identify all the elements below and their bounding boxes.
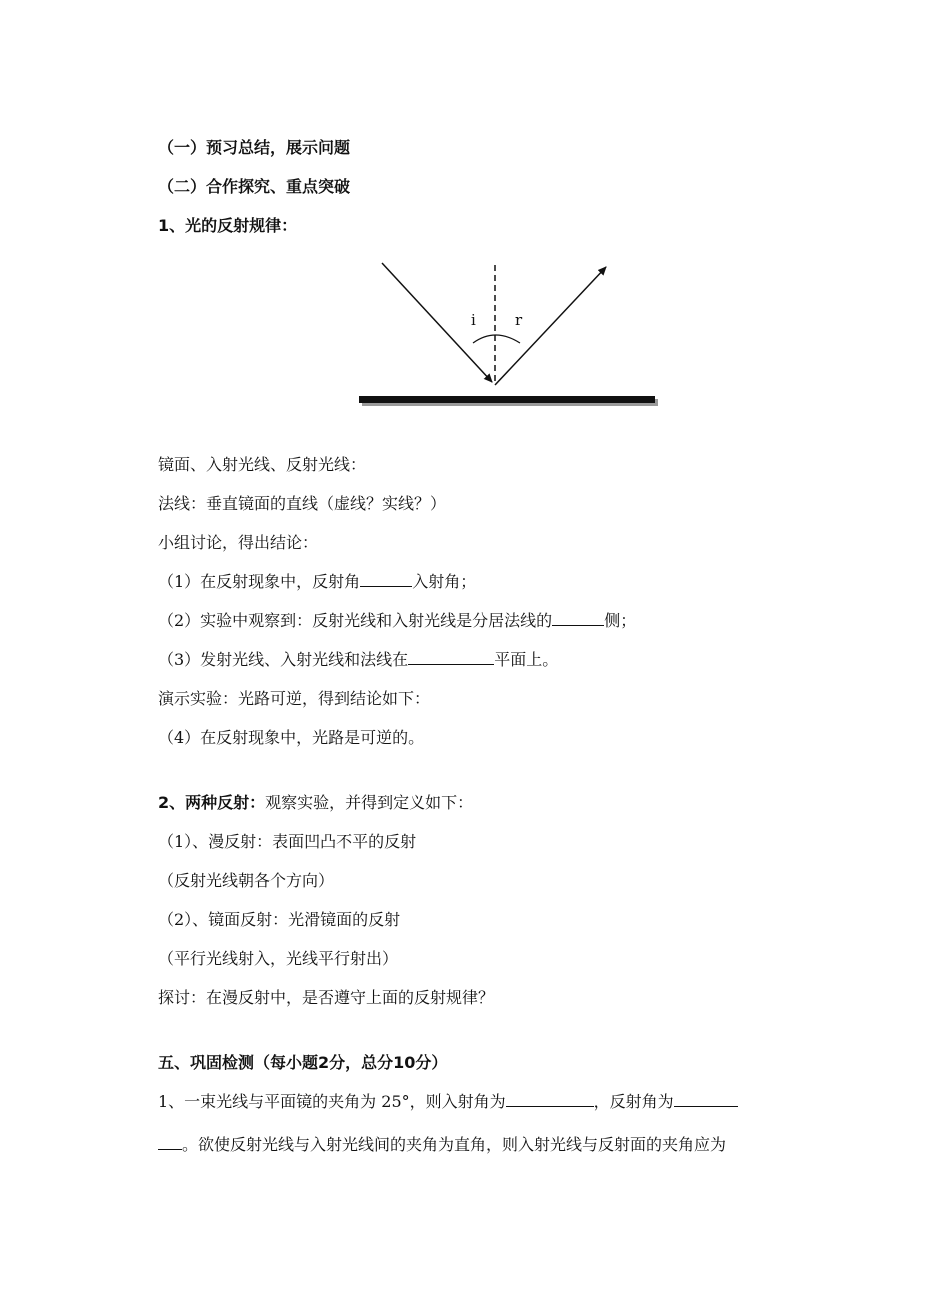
body-line-discussion: 小组讨论，得出结论： [158,533,319,552]
section-heading-explore: （二）合作探究、重点突破 [158,177,351,196]
reflection-diagram [340,255,670,415]
diffuse-reflection-note: （反射光线朝各个方向） [158,871,335,890]
question-3-end: 平面上。 [494,650,559,669]
question-1-end: 入射角； [412,572,477,591]
answer-blank[interactable] [360,572,412,587]
question-1-text: （1）在反射现象中，反射角 [158,572,361,591]
answer-blank[interactable] [552,611,604,626]
question-4: （4）在反射现象中，光路是可逆的。 [158,728,425,747]
quiz-question-1-rest: 。欲使反射光线与入射光线间的夹角为直角，则入射光线与反射面的夹角应为 [182,1135,727,1154]
question-2 [158,610,636,632]
section-heading-preview: （一）预习总结，展示问题 [158,138,351,157]
question-3 [158,649,558,671]
mirror-surface [359,396,655,403]
specular-reflection-note: （平行光线射入，光线平行射出） [158,949,399,968]
body-line-mirror: 镜面、入射光线、反射光线： [158,455,367,474]
answer-blank[interactable] [506,1092,594,1107]
quiz-heading: 五、巩固检测（每小题2分，总分10分） [158,1053,448,1072]
question-3-text: （3）发射光线、入射光线和法线在 [158,650,409,669]
quiz-question-1-text: 1、一束光线与平面镜的夹角为 25°，则入射角为 [158,1092,506,1111]
two-reflections-title: 2、两种反射： [158,793,266,812]
angle-arc [473,335,520,343]
body-line-normal: 法线：垂直镜面的直线（虚线？实线？） [158,494,447,513]
reflected-ray [495,267,606,385]
diffuse-reflection-definition: （1）、漫反射：表面凹凸不平的反射 [158,832,417,851]
body-line-demo: 演示实验：光路可逆，得到结论如下： [158,689,431,708]
section-heading-reflection-law: 1、光的反射规律： [158,216,298,235]
quiz-question-1-continued [158,1134,726,1156]
answer-blank[interactable] [408,650,494,665]
quiz-question-1 [158,1091,738,1113]
answer-blank[interactable] [674,1092,738,1107]
two-reflections-intro: 观察实验，并得到定义如下： [265,793,474,812]
reflection-angle-label: r [515,311,523,329]
incidence-angle-label: i [471,311,476,329]
question-1 [158,571,476,593]
quiz-question-1-mid: ，反射角为 [593,1092,674,1111]
two-reflections-heading [158,792,473,814]
question-2-text: （2）实验中观察到：反射光线和入射光线是分居法线的 [158,611,553,630]
discussion-question: 探讨：在漫反射中，是否遵守上面的反射规律？ [158,988,495,1007]
answer-blank[interactable] [158,1135,182,1150]
specular-reflection-definition: （2）、镜面反射：光滑镜面的反射 [158,910,401,929]
question-2-end: 侧； [604,611,637,630]
